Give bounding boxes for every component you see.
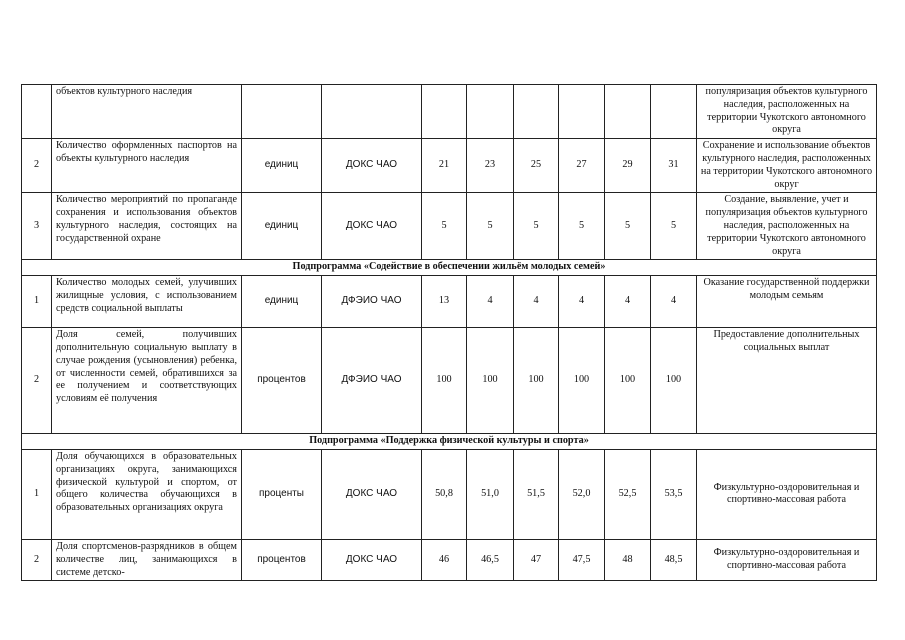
value-cell: 5 [467, 193, 514, 260]
value-cell: 5 [514, 193, 559, 260]
value-cell: 100 [467, 328, 514, 434]
table-row [22, 85, 877, 139]
value-cell: 48 [605, 539, 651, 580]
value-cell: 5 [422, 193, 467, 260]
value-cell [559, 85, 605, 139]
goal-cell: Сохранение и использование объектов культурного наследия, расположенных на территории Чукотского автономного округ [697, 139, 877, 193]
unit-cell: единиц [242, 276, 322, 328]
row-number: 1 [22, 276, 52, 328]
value-cell: 53,5 [651, 449, 697, 539]
source-cell: ДФЭИО ЧАО [322, 328, 422, 434]
value-cell: 48,5 [651, 539, 697, 580]
value-cell: 100 [651, 328, 697, 434]
source-cell: ДФЭИО ЧАО [322, 276, 422, 328]
goal-cell: Оказание государственной поддержки молодым семьям [697, 276, 877, 328]
unit-cell: процентов [242, 539, 322, 580]
source-cell: ДОКС ЧАО [322, 193, 422, 260]
value-cell: 100 [514, 328, 559, 434]
unit-cell: единиц [242, 193, 322, 260]
row-number [22, 85, 52, 139]
value-cell: 47,5 [559, 539, 605, 580]
value-cell: 4 [467, 276, 514, 328]
goal-cell: Физкультурно-оздоровительная и спортивно-массовая работа [697, 449, 877, 539]
indicator-name: Количество мероприятий по пропаганде сохранения и использования объектов культурного наследия, состоящих на государственной охране [52, 193, 242, 260]
subprogram-heading: Подпрограмма «Содействие в обеспечении жильём молодых семей» [22, 260, 877, 276]
value-cell: 52,5 [605, 449, 651, 539]
row-number: 3 [22, 193, 52, 260]
indicator-name: Доля обучающихся в образовательных организациях округа, занимающихся физической культурой и спортом, от общего количества обучающихся в образовательных организациях округа [52, 449, 242, 539]
value-cell [514, 85, 559, 139]
value-cell: 13 [422, 276, 467, 328]
value-cell: 5 [651, 193, 697, 260]
goal-cell: Создание, выявление, учет и популяризация объектов культурного наследия, расположенных на территории Чукотского автономного округа [697, 193, 877, 260]
source-cell: ДОКС ЧАО [322, 449, 422, 539]
row-number: 2 [22, 539, 52, 580]
value-cell: 4 [514, 276, 559, 328]
unit-cell: процентов [242, 328, 322, 434]
value-cell [651, 85, 697, 139]
source-cell: ДОКС ЧАО [322, 139, 422, 193]
table-row [22, 276, 877, 328]
unit-cell: единиц [242, 139, 322, 193]
table-row [22, 449, 877, 539]
value-cell: 25 [514, 139, 559, 193]
value-cell: 31 [651, 139, 697, 193]
goal-cell: популяризация объектов культурного наследия, расположенных на территории Чукотского автономного округа [697, 85, 877, 139]
value-cell: 27 [559, 139, 605, 193]
table-row [22, 193, 877, 260]
value-cell: 4 [651, 276, 697, 328]
value-cell: 50,8 [422, 449, 467, 539]
value-cell: 47 [514, 539, 559, 580]
value-cell: 4 [559, 276, 605, 328]
value-cell: 5 [559, 193, 605, 260]
value-cell: 21 [422, 139, 467, 193]
row-number: 1 [22, 449, 52, 539]
table-row [22, 139, 877, 193]
goal-cell: Предоставление дополнительных социальных выплат [697, 328, 877, 434]
indicator-name: Доля семей, получивших дополнительную социальную выплату в случае рождения (усыновления) ребенка, от численности семей, обратившихся за ее получением и соответствующих условиям её получения [52, 328, 242, 434]
indicators-table [21, 84, 877, 581]
value-cell [422, 85, 467, 139]
value-cell: 46,5 [467, 539, 514, 580]
source-cell: ДОКС ЧАО [322, 539, 422, 580]
value-cell: 4 [605, 276, 651, 328]
value-cell: 100 [559, 328, 605, 434]
source-cell [322, 85, 422, 139]
value-cell [467, 85, 514, 139]
row-number: 2 [22, 139, 52, 193]
value-cell: 5 [605, 193, 651, 260]
indicator-name: объектов культурного наследия [52, 85, 242, 139]
subprogram-row [22, 260, 877, 276]
value-cell: 51,5 [514, 449, 559, 539]
indicator-name: Доля спортсменов-разрядников в общем количестве лиц, занимающихся в системе детско- [52, 539, 242, 580]
value-cell: 46 [422, 539, 467, 580]
table-row [22, 328, 877, 434]
value-cell: 100 [605, 328, 651, 434]
subprogram-heading: Подпрограмма «Поддержка физической культуры и спорта» [22, 434, 877, 450]
unit-cell: проценты [242, 449, 322, 539]
indicator-name: Количество молодых семей, улучивших жилищные условия, с использованием средств социальной выплаты [52, 276, 242, 328]
value-cell: 100 [422, 328, 467, 434]
table-row [22, 539, 877, 580]
value-cell: 51,0 [467, 449, 514, 539]
value-cell [605, 85, 651, 139]
subprogram-row [22, 434, 877, 450]
goal-cell: Физкультурно-оздоровительная и спортивно-массовая работа [697, 539, 877, 580]
indicator-name: Количество оформленных паспортов на объекты культурного наследия [52, 139, 242, 193]
unit-cell [242, 85, 322, 139]
row-number: 2 [22, 328, 52, 434]
value-cell: 29 [605, 139, 651, 193]
value-cell: 23 [467, 139, 514, 193]
value-cell: 52,0 [559, 449, 605, 539]
